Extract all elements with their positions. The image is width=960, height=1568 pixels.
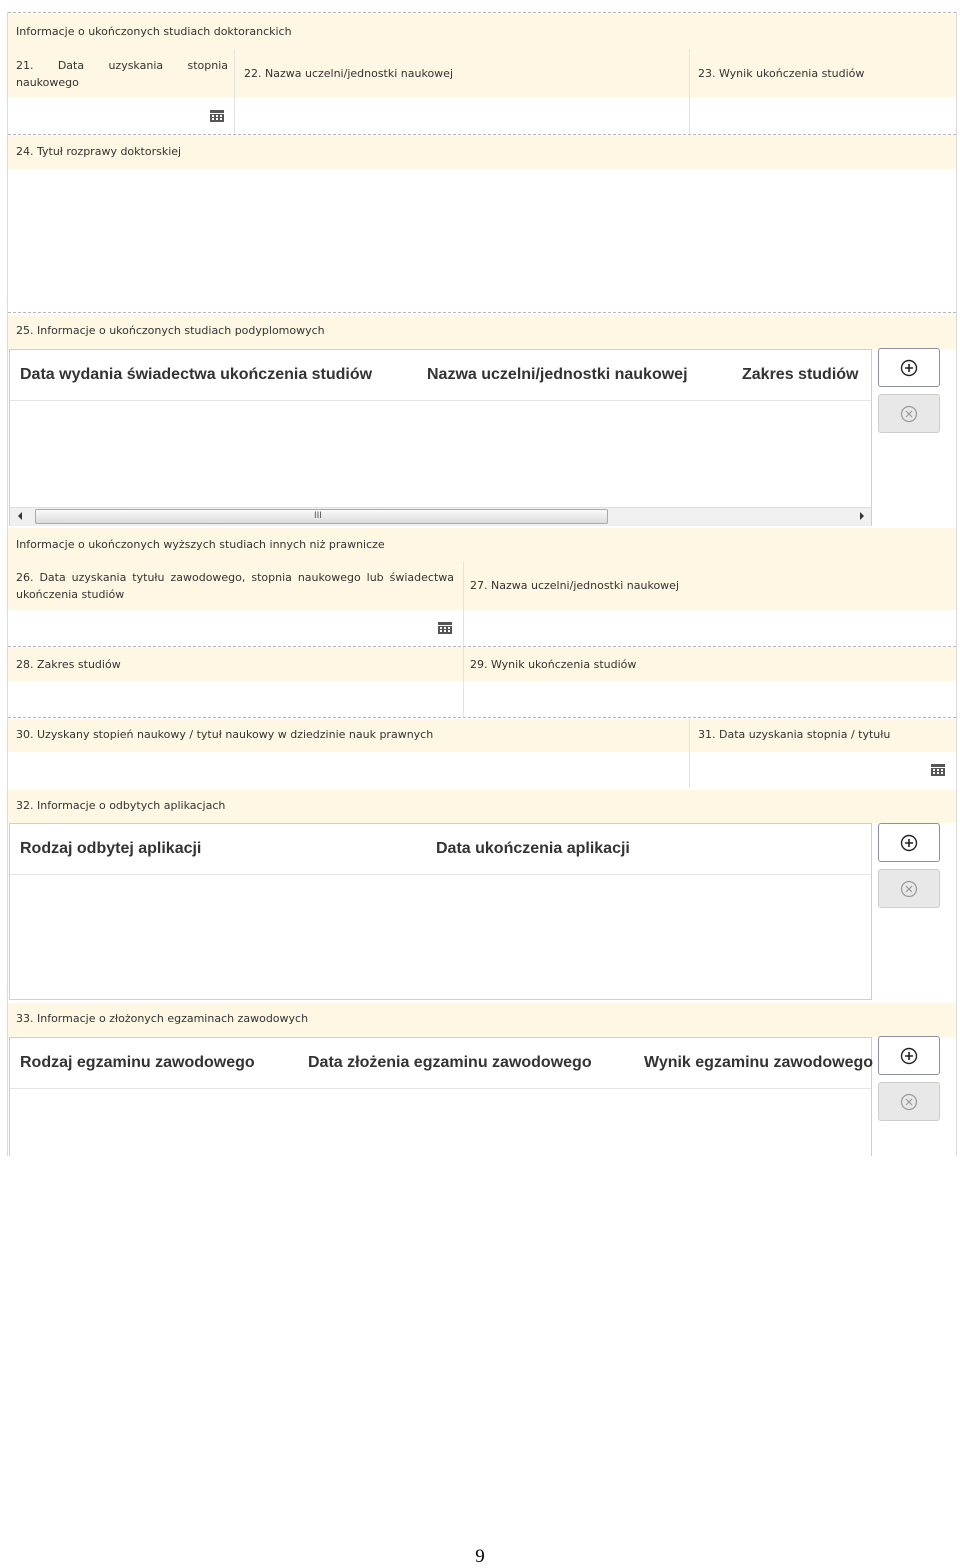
column-header[interactable]: Data złożenia egzaminu zawodowego: [308, 1054, 592, 1071]
field-27-university-input[interactable]: [464, 610, 956, 646]
field-33-header: [8, 1003, 956, 1037]
field-24-label: 24. Tytuł rozprawy doktorskiej: [16, 145, 182, 158]
column-header[interactable]: Data wydania świadectwa ukończenia studiów: [20, 366, 373, 383]
field-23-label: 23. Wynik ukończenia studiów: [698, 67, 865, 80]
field-22-label: 22. Nazwa uczelni/jednostki naukowej: [244, 67, 454, 80]
x-circle-icon: [900, 1093, 918, 1111]
remove-application-button[interactable]: [878, 869, 940, 908]
remove-postgrad-button[interactable]: [878, 394, 940, 433]
plus-circle-icon: [900, 359, 918, 377]
field-28-scope-input[interactable]: [8, 681, 463, 717]
calendar-icon[interactable]: [438, 622, 452, 634]
field-31-label: 31. Data uzyskania stopnia / tytułu: [698, 728, 891, 741]
field-24-header: [8, 135, 956, 169]
higher-section-title: Informacje o ukończonych wyższych studiach innych niż prawnicze: [16, 538, 385, 551]
top-divider: [8, 12, 956, 13]
scroll-grip: III: [314, 511, 322, 521]
field-30-degree-input[interactable]: [8, 752, 689, 788]
exams-grid: [9, 1037, 872, 1156]
column-header[interactable]: Zakres studiów: [742, 366, 859, 383]
field-22-university-input[interactable]: [235, 97, 689, 134]
row-26-27-labels: [8, 561, 956, 610]
education-form: [7, 12, 957, 1156]
row-21-23-labels: [8, 49, 956, 97]
field-28-label: 28. Zakres studiów: [16, 658, 121, 671]
horizontal-scrollbar[interactable]: [10, 507, 871, 526]
column-header[interactable]: Wynik egzaminu zawodowego: [644, 1054, 874, 1071]
field-26-label: 26. Data uzyskania tytułu zawodowego, stopnia naukowego lub świadectwa ukończenia studiów: [16, 571, 454, 601]
add-exam-button[interactable]: [878, 1036, 940, 1075]
field-29-label: 29. Wynik ukończenia studiów: [470, 658, 637, 671]
field-21-label: 21. Data uzyskania stopnia naukowego: [16, 59, 228, 89]
field-25-label: 25. Informacje o ukończonych studiach podyplomowych: [16, 324, 325, 337]
calendar-icon[interactable]: [210, 110, 224, 122]
field-24-thesis-textarea[interactable]: [8, 169, 956, 312]
field-21-date-input[interactable]: [8, 97, 234, 134]
field-32-label: 32. Informacje o odbytych aplikacjach: [16, 799, 226, 812]
higher-section-header: [8, 528, 956, 561]
remove-exam-button[interactable]: [878, 1082, 940, 1121]
scroll-thumb[interactable]: [35, 509, 608, 524]
row-28-29-labels: [8, 647, 956, 681]
row-30-31-labels: [8, 719, 956, 752]
field-29-result-input[interactable]: [464, 681, 956, 717]
x-circle-icon: [900, 880, 918, 898]
doctoral-section-header: [8, 14, 956, 49]
postgrad-grid: [9, 349, 872, 526]
apps-grid-header: [10, 824, 871, 875]
page-number: 9: [475, 1546, 485, 1567]
scroll-right-arrow-icon[interactable]: [860, 512, 864, 520]
exams-grid-header: [10, 1038, 874, 1089]
field-33-label: 33. Informacje o złożonych egzaminach zawodowych: [16, 1012, 309, 1025]
field-32-header: [8, 790, 956, 823]
divider: [8, 717, 956, 718]
scroll-left-arrow-icon[interactable]: [18, 512, 22, 520]
postgrad-grid-header: [10, 350, 871, 401]
add-postgrad-button[interactable]: [878, 348, 940, 387]
column-header[interactable]: Data ukończenia aplikacji: [436, 840, 630, 857]
plus-circle-icon: [900, 1047, 918, 1065]
calendar-icon[interactable]: [931, 764, 945, 776]
column-header[interactable]: Nazwa uczelni/jednostki naukowej: [427, 366, 688, 383]
divider: [8, 312, 956, 313]
apps-grid: [9, 823, 872, 1000]
add-application-button[interactable]: [878, 823, 940, 862]
field-26-date-input[interactable]: [8, 610, 463, 646]
doctoral-section-title: Informacje o ukończonych studiach doktoranckich: [16, 25, 292, 38]
column-header[interactable]: Rodzaj odbytej aplikacji: [20, 840, 202, 857]
column-header[interactable]: Rodzaj egzaminu zawodowego: [20, 1054, 255, 1071]
field-31-date-input[interactable]: [690, 752, 956, 788]
field-27-label: 27. Nazwa uczelni/jednostki naukowej: [470, 579, 680, 592]
plus-circle-icon: [900, 834, 918, 852]
field-25-header: [8, 315, 956, 349]
field-23-result-input[interactable]: [690, 97, 956, 134]
x-circle-icon: [900, 405, 918, 423]
field-30-label: 30. Uzyskany stopień naukowy / tytuł naukowy w dziedzinie nauk prawnych: [16, 728, 434, 741]
